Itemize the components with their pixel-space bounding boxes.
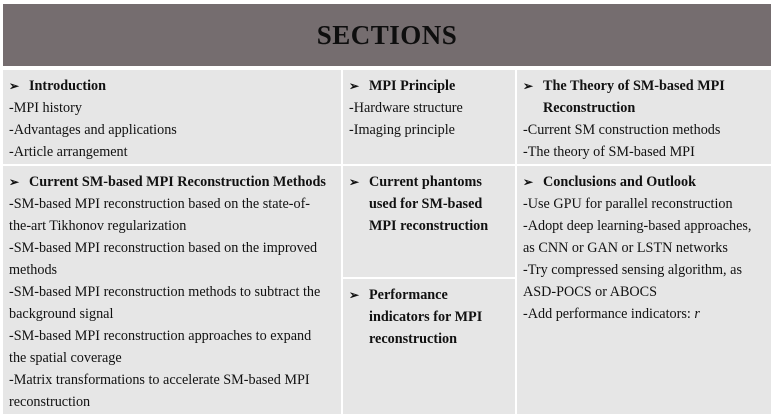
current-methods-line: background signal <box>9 306 114 322</box>
theory-title-line2: Reconstruction <box>543 100 636 116</box>
conclusions-last-line <box>523 303 765 325</box>
introduction-item: -Advantages and applications <box>9 122 177 138</box>
cell-current-methods <box>3 166 341 414</box>
cell-theory <box>517 70 771 164</box>
conclusions-title: Conclusions and Outlook <box>543 174 696 190</box>
conclusions-line: -Use GPU for parallel reconstruction <box>523 196 733 212</box>
current-methods-line: reconstruction <box>9 394 91 410</box>
conclusions-line: as CNN or GAN or LSTN networks <box>523 240 728 256</box>
current-methods-line: methods <box>9 262 58 278</box>
phantoms-title-line: used for SM-based <box>369 196 483 212</box>
cell-conclusions <box>517 166 771 414</box>
arrow-bullet-icon: ➢ <box>349 79 360 93</box>
sections-header <box>3 4 771 66</box>
current-methods-line: -SM-based MPI reconstruction based on the improved <box>9 240 318 256</box>
arrow-bullet-icon: ➢ <box>9 175 20 189</box>
current-methods-line: -SM-based MPI reconstruction methods to subtract the <box>9 284 321 300</box>
current-methods-line: the-art Tikhonov regularization <box>9 218 187 234</box>
conclusions-last-line-prefix: -Add performance indicators: <box>523 306 695 322</box>
theory-item: -Current SM construction methods <box>523 122 721 138</box>
performance-title-line: Performance <box>369 287 448 303</box>
mpi-principle-title: MPI Principle <box>369 78 456 94</box>
introduction-item: -MPI history <box>9 100 82 116</box>
introduction-title: Introduction <box>29 78 106 94</box>
conclusions-line: -Adopt deep learning-based approaches, <box>523 218 752 234</box>
conclusions-line: ASD-POCS or ABOCS <box>523 284 658 300</box>
cell-introduction <box>3 70 341 164</box>
current-methods-line: -SM-based MPI reconstruction based on the state-of- <box>9 196 311 212</box>
introduction-item: -Article arrangement <box>9 144 128 160</box>
phantoms-title-line: MPI reconstruction <box>369 218 489 234</box>
arrow-bullet-icon: ➢ <box>523 175 534 189</box>
arrow-bullet-icon: ➢ <box>349 175 360 189</box>
current-methods-line: -SM-based MPI reconstruction approaches to expand <box>9 328 312 344</box>
performance-title-line: indicators for MPI <box>369 309 483 325</box>
cell-mpi-principle <box>343 70 515 164</box>
conclusions-line: -Try compressed sensing algorithm, as <box>523 262 742 278</box>
performance-title-line: reconstruction <box>369 331 457 347</box>
header-title: SECTIONS <box>316 19 458 50</box>
cell-performance <box>343 279 515 414</box>
arrow-bullet-icon: ➢ <box>523 79 534 93</box>
theory-title-line1: The Theory of SM-based MPI <box>543 78 725 94</box>
mpi-principle-item: -Hardware structure <box>349 100 463 116</box>
phantoms-title-line: Current phantoms <box>369 174 482 190</box>
arrow-bullet-icon: ➢ <box>9 79 20 93</box>
current-methods-line: the spatial coverage <box>9 350 122 366</box>
arrow-bullet-icon: ➢ <box>349 288 360 302</box>
current-methods-title: Current SM-based MPI Reconstruction Methods <box>29 174 326 190</box>
conclusions-last-line-italic: r <box>694 306 700 322</box>
theory-item: -The theory of SM-based MPI <box>523 144 695 160</box>
mpi-principle-item: -Imaging principle <box>349 122 455 138</box>
cell-phantoms <box>343 166 515 277</box>
current-methods-line: -Matrix transformations to accelerate SM-based MPI <box>9 372 310 388</box>
